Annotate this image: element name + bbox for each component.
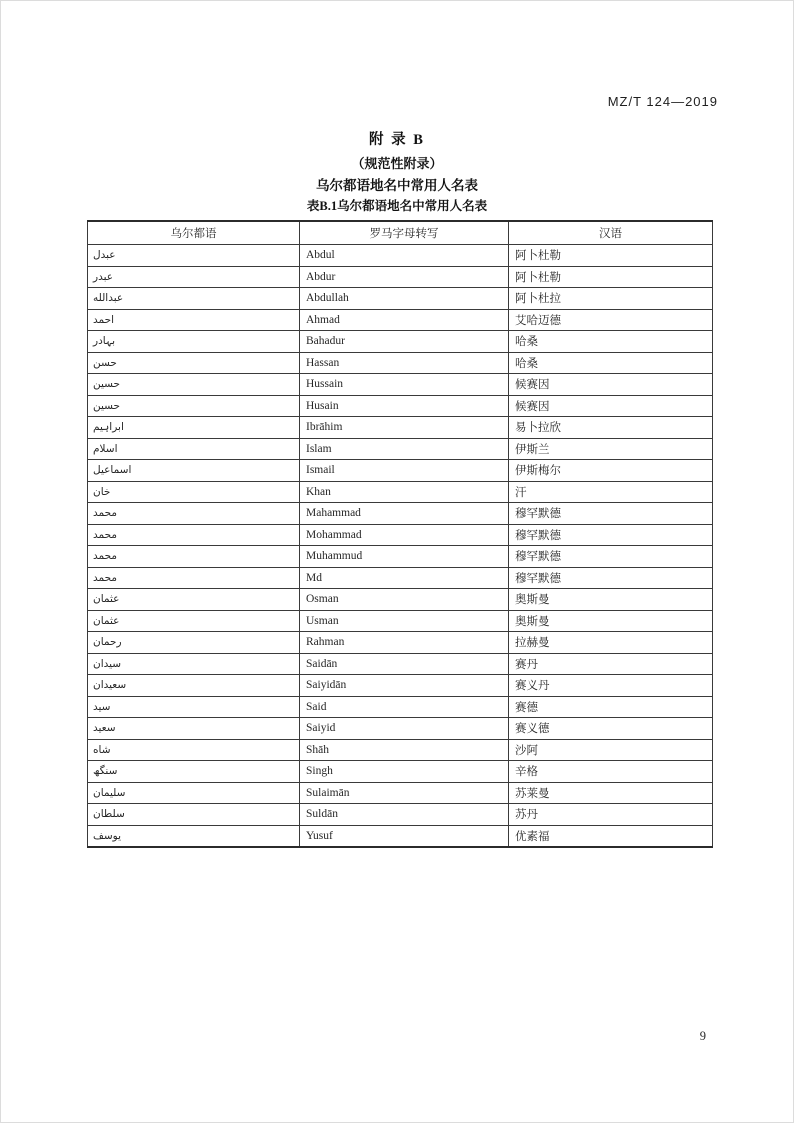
table-row [88,675,713,697]
cell-roman: Shāh [300,739,509,761]
cell-urdu: حسين [88,374,300,396]
table-caption: 表B.1乌尔都语地名中常用人名表 [306,199,488,213]
cell-roman: Suldān [300,804,509,826]
table-row [88,804,713,826]
table-row [88,352,713,374]
cell-urdu: سعيدان [88,675,300,697]
cell-roman: Ahmad [300,309,509,331]
cell-urdu: اسلام [88,438,300,460]
cell-chinese: 艾哈迈德 [509,309,713,331]
cell-chinese: 候赛因 [509,395,713,417]
cell-chinese: 穆罕默德 [509,546,713,568]
header-urdu: 乌尔都语 [88,221,300,245]
table-row [88,782,713,804]
cell-urdu: محمد [88,503,300,525]
names-table [87,220,713,848]
cell-chinese: 苏莱曼 [509,782,713,804]
cell-roman: Md [300,567,509,589]
cell-roman: Abdur [300,266,509,288]
cell-chinese: 穆罕默德 [509,503,713,525]
cell-urdu: محمد [88,567,300,589]
cell-roman: Singh [300,761,509,783]
header-chinese: 汉语 [509,221,713,245]
cell-chinese: 阿卜杜勒 [509,245,713,267]
cell-roman: Sulaimān [300,782,509,804]
cell-urdu: يوسف [88,825,300,847]
cell-roman: Muhammud [300,546,509,568]
table-row [88,632,713,654]
cell-urdu: شاه [88,739,300,761]
table-row [88,460,713,482]
cell-urdu: رحمان [88,632,300,654]
cell-urdu: سيدان [88,653,300,675]
cell-chinese: 哈桑 [509,352,713,374]
cell-urdu: خان [88,481,300,503]
table-row [88,395,713,417]
table-row [88,718,713,740]
cell-urdu: محمد [88,546,300,568]
cell-chinese: 伊斯兰 [509,438,713,460]
cell-roman: Mohammad [300,524,509,546]
appendix-type-subtitle: （规范性附录） [351,156,443,171]
table-row [88,761,713,783]
table-body [88,245,713,848]
cell-roman: Hussain [300,374,509,396]
standard-code: MZ/T 124—2019 [607,94,718,109]
cell-chinese: 赛德 [509,696,713,718]
cell-roman: Usman [300,610,509,632]
cell-roman: Said [300,696,509,718]
table-row [88,266,713,288]
cell-chinese: 阿卜杜勒 [509,266,713,288]
cell-urdu: سيد [88,696,300,718]
cell-roman: Rahman [300,632,509,654]
cell-roman: Bahadur [300,331,509,353]
cell-roman: Saidān [300,653,509,675]
table-row [88,331,713,353]
cell-urdu: عبدالله [88,288,300,310]
cell-urdu: ابراہيم [88,417,300,439]
table-row [88,653,713,675]
cell-urdu: عثمان [88,610,300,632]
table-row [88,524,713,546]
cell-chinese: 易卜拉欣 [509,417,713,439]
cell-chinese: 赛义德 [509,718,713,740]
cell-chinese: 拉赫曼 [509,632,713,654]
cell-chinese: 辛格 [509,761,713,783]
cell-chinese: 汗 [509,481,713,503]
cell-roman: Hassan [300,352,509,374]
table-row [88,567,713,589]
cell-urdu: سعيد [88,718,300,740]
cell-chinese: 穆罕默德 [509,567,713,589]
cell-chinese: 奥斯曼 [509,610,713,632]
cell-chinese: 苏丹 [509,804,713,826]
cell-roman: Saiyid [300,718,509,740]
cell-urdu: عبدر [88,266,300,288]
table-header-row [88,221,713,245]
cell-roman: Mahammad [300,503,509,525]
table-row [88,309,713,331]
cell-chinese: 优素福 [509,825,713,847]
table-row [88,245,713,267]
cell-roman: Husain [300,395,509,417]
cell-roman: Khan [300,481,509,503]
table-row [88,589,713,611]
table-row [88,825,713,847]
header-roman: 罗马字母转写 [300,221,509,245]
appendix-title: 乌尔都语地名中常用人名表 [316,178,478,193]
cell-urdu: سليمان [88,782,300,804]
cell-chinese: 阿卜杜拉 [509,288,713,310]
cell-chinese: 候赛因 [509,374,713,396]
cell-roman: Yusuf [300,825,509,847]
cell-urdu: حسن [88,352,300,374]
cell-roman: Ismail [300,460,509,482]
cell-urdu: اسماعيل [88,460,300,482]
table-row [88,374,713,396]
cell-roman: Saiyidān [300,675,509,697]
table-row [88,481,713,503]
table-row [88,417,713,439]
cell-roman: Osman [300,589,509,611]
cell-chinese: 奥斯曼 [509,589,713,611]
cell-urdu: سلطان [88,804,300,826]
cell-roman: Ibrāhim [300,417,509,439]
cell-urdu: حسين [88,395,300,417]
table-row [88,546,713,568]
cell-urdu: احمد [88,309,300,331]
cell-chinese: 伊斯梅尔 [509,460,713,482]
table-row [88,438,713,460]
table-row [88,610,713,632]
cell-urdu: بہادر [88,331,300,353]
cell-chinese: 哈桑 [509,331,713,353]
cell-urdu: عثمان [88,589,300,611]
cell-roman: Abdul [300,245,509,267]
cell-urdu: عبدل [88,245,300,267]
cell-roman: Abdullah [300,288,509,310]
cell-chinese: 赛丹 [509,653,713,675]
cell-urdu: محمد [88,524,300,546]
cell-chinese: 沙阿 [509,739,713,761]
table-row [88,739,713,761]
cell-chinese: 穆罕默德 [509,524,713,546]
cell-chinese: 赛义丹 [509,675,713,697]
table-row [88,288,713,310]
appendix-heading: 附 录 B [369,132,425,148]
cell-roman: Islam [300,438,509,460]
cell-urdu: سنگھ [88,761,300,783]
page-number: 9 [699,1029,706,1043]
table-row [88,503,713,525]
table-row [88,696,713,718]
